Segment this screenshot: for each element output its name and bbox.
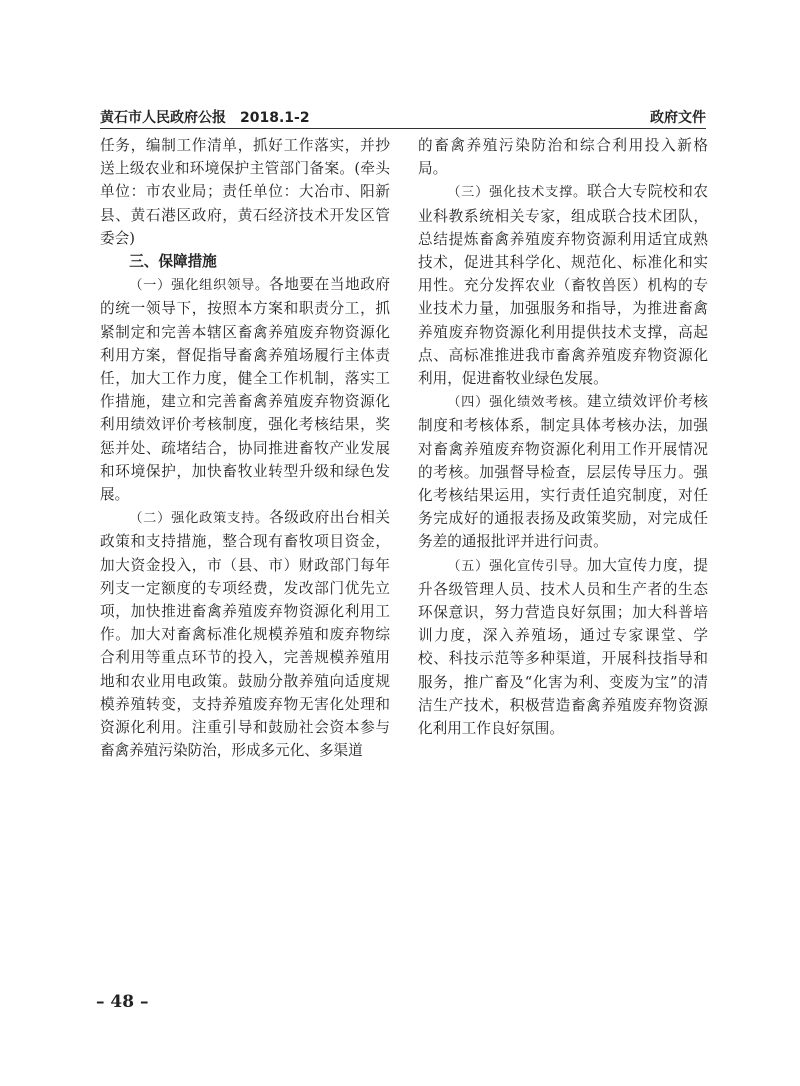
header-section: 政府文件 [650,110,706,126]
intro-continuation: 任务，编制工作清单，抓好工作落实，并抄送上级农业和环境保护主管部门备案。(牵头单位：市农业局；责任单位：大冶市、阳新县、黄石港区政府，黄石经济技术开发区管委会) [100,137,390,247]
paragraph-lead: （三）强化技术支撑。 [447,185,588,201]
paragraph-organization [100,273,390,506]
right-column [418,134,708,740]
paragraph-lead: （一）强化组织领导。 [129,278,270,294]
paragraph-body: 联合大专院校和农业科教系统相关专家，组成联合技术团队，总结提炼畜禽养殖废弃物资源利用适宜成熟技术，促进其科学化、规范化、标准化和实用性。充分发挥农业（畜牧兽医）机构的专业技术力量，加强服务和指导，为推进畜禽养殖废弃物资源化利用提供技术支撑，高起点、高标准推进我市畜禽养殖废弃物资源化利用，促进畜牧业绿色发展。 [418,183,708,388]
paragraph-technology [418,180,708,390]
paragraph-assessment [418,390,708,553]
paragraph-policy [100,506,390,762]
page-number: – 48 – [96,992,149,1012]
left-column [100,134,390,762]
paragraph-publicity [418,554,708,741]
header-issue: 2018.1-2 [240,110,310,126]
policy-continuation: 的畜禽养殖污染防治和综合利用投入新格局。 [418,137,708,178]
paragraph-body: 加大宣传力度，提升各级管理人员、技术人员和生产者的生态环保意识，努力营造良好氛围；加大科普培训力度，深入养殖场，通过专家课堂、学校、科技示范等多种渠道，开展科技指导和服务，推广畜及“化害为利、变废为宝”的清洁生产技术，积极营造畜禽养殖废弃物资源化利用工作良好氛围。 [418,556,708,738]
page-header [100,104,706,129]
header-publication-info [100,107,310,127]
paragraph-body: 各级政府出台相关政策和支持措施，整合现有畜牧项目资金，加大资金投入，市（县、市）财政部门每年列支一定额度的专项经费，发改部门优先立项，加快推进畜禽养殖废弃物资源化利用工作。加大对畜禽标准化规模养殖和废弃物综合利用等重点环节的投入，完善规模养殖用地和农业用电政策。鼓励分散养殖向适度规模养殖转变，支持养殖废弃物无害化处理和资源化利用。注重引导和鼓励社会资本参与畜禽养殖污染防治，形成多元化、多渠道 [100,509,390,760]
section-heading: 三、保障措施 [129,253,217,271]
paragraph-body: 建立绩效评价考核制度和考核体系，制定具体考核办法，加强对畜禽养殖废弃物资源化利用工作开展情况的考核。加强督导检查，层层传导压力。强化考核结果运用，实行责任追究制度，对任务完成好的通报表扬及政策奖励，对完成任务差的通报批评并进行问责。 [418,393,708,551]
paragraph-lead: （二）强化政策支持。 [129,511,270,527]
paragraph-lead: （四）强化绩效考核。 [447,395,588,411]
paragraph-lead: （五）强化宣传引导。 [447,558,588,574]
header-publication: 黄石市人民政府公报 [100,110,226,126]
paragraph-body: 各地要在当地政府的统一领导下，按照本方案和职责分工，抓紧制定和完善本辖区畜禽养殖废弃物资源化利用方案，督促指导畜禽养殖场履行主体责任，加大工作力度，健全工作机制，落实工作措施，建立和完善畜禽养殖废弃物资源化利用绩效评价考核制度，强化考核结果，奖惩并处、疏堵结合，协同推进畜牧产业发展和环境保护，加快畜牧业转型升级和绿色发展。 [100,276,390,504]
